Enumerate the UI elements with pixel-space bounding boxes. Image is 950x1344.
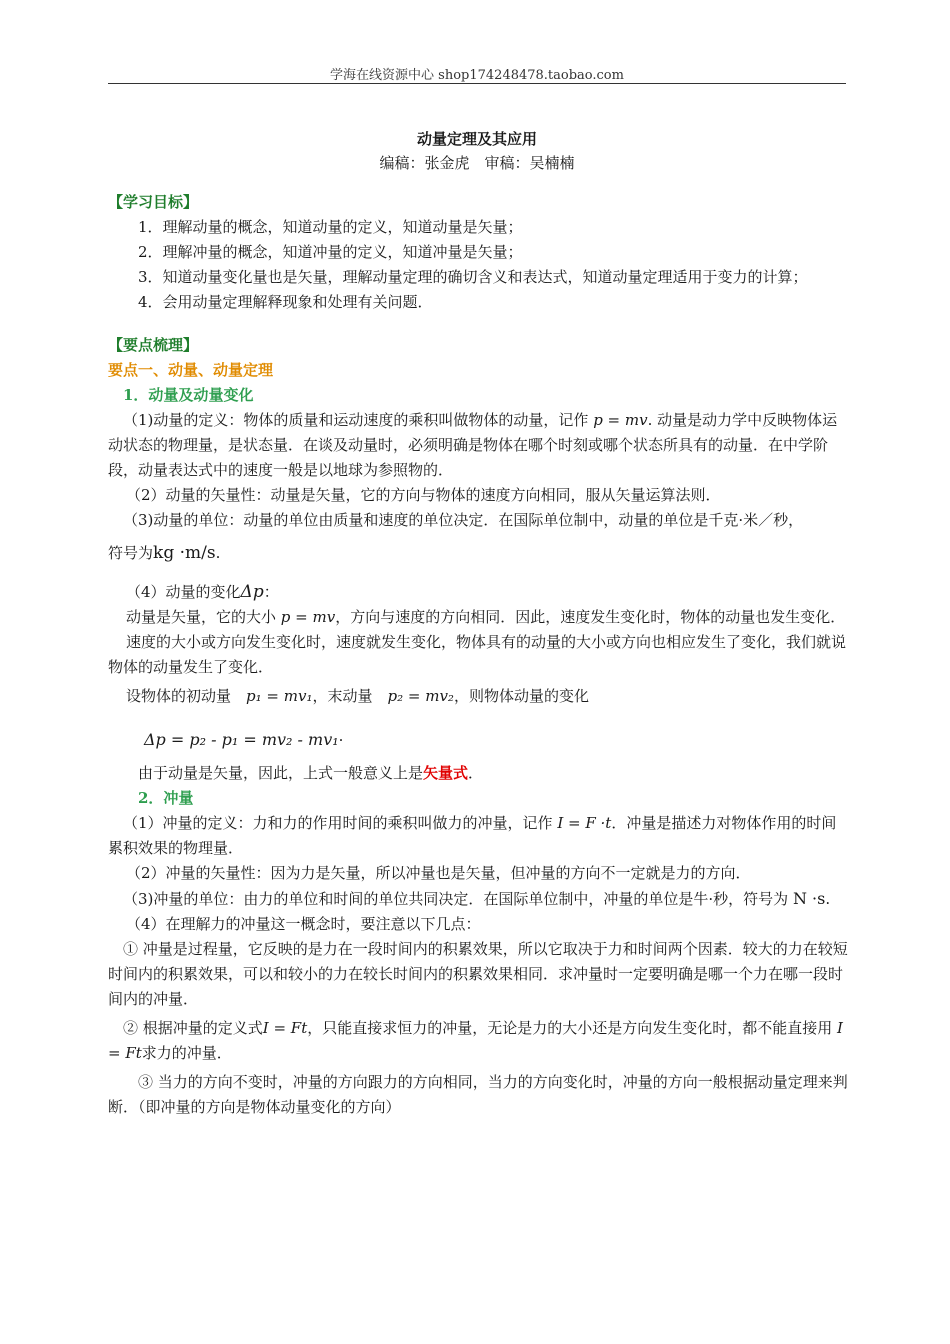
goal-item-1: 1．理解动量的概念，知道动量的定义，知道动量是矢量； <box>138 218 523 236</box>
point-1-heading: 要点一、动量、动量定理 <box>108 361 274 379</box>
goal-item-4: 4．会用动量定理解释现象和处理有关问题． <box>138 293 433 311</box>
formula-delta-p: Δp <box>240 582 264 602</box>
para-vector-equation <box>108 761 850 786</box>
text: ，则物体动量的变化 <box>453 687 589 705</box>
text: ② 根据冲量的定义式 <box>123 1019 263 1037</box>
formula-i-ft-3: I = Ft <box>108 1019 843 1062</box>
highlight-vector-equation: 矢量式 <box>423 764 469 782</box>
formula-p2: p₂ = mv₂ <box>387 687 454 705</box>
text: · <box>338 731 344 749</box>
text: （1)动量的定义：物体的质量和运动速度的乘积叫做物体的动量，记作 <box>123 411 589 429</box>
para-momentum-unit: （3)动量的单位：动量的单位由质量和速度的单位决定．在国际单位制中，动量的单位是千克·米／秒， <box>123 511 804 529</box>
para-momentum-vector-change <box>108 605 850 630</box>
para-initial-final <box>108 684 850 709</box>
formula-p-mv: p = mv <box>593 411 648 429</box>
text: （3)冲量的单位：由力的单位和时间的单位共同决定．在国际单位制中，冲量的单位是牛·秒，符号为 <box>123 890 789 908</box>
goal-item-3: 3．知道动量变化量也是矢量，理解动量定理的确切含义和表达式，知道动量定理适用于变力的计算； <box>138 268 808 286</box>
text: . 动量是动力学中反映物体运动状态的物理量，是状态量．在谈及动量时，必须明确是物体在哪个时刻或哪个状态所具有的动量．在中学阶段，动量表达式中的速度一般是以地球为参照物的． <box>108 411 838 479</box>
outline-heading: 【要点梳理】 <box>108 336 199 354</box>
formula: Δp = p₂ - p₁ = mv₂ - mv₁ <box>144 730 339 749</box>
formula-delta-p-full <box>108 727 850 753</box>
goal-item-2: 2．理解冲量的概念，知道冲量的定义，知道冲量是矢量； <box>138 243 523 261</box>
text: ．冲量是描述力对物体作用的时间累积效果的物理量． <box>108 814 837 857</box>
para-momentum-change <box>108 580 850 605</box>
goals-heading: 【学习目标】 <box>108 193 199 211</box>
text: （1）冲量的定义：力和力的作用时间的乘积叫做力的冲量，记作 <box>123 814 553 832</box>
text: 符号为 <box>108 544 154 562</box>
spacer <box>108 315 850 333</box>
unit-n-s: N ·s <box>792 889 826 908</box>
para-impulse-note-2 <box>108 1016 850 1066</box>
para-velocity-change: 速度的大小或方向发生变化时，速度就发生变化，物体具有的动量的大小或方向也相应发生了变化，我们就说物体的动量发生了变化． <box>108 633 847 676</box>
text: . <box>825 890 831 908</box>
doc-title: 动量定理及其应用 <box>416 130 537 148</box>
para-impulse-definition <box>108 811 850 861</box>
text: ． <box>468 764 484 782</box>
text: ，只能直接求恒力的冲量，无论是力的大小还是方向发生变化时，都不能直接用 <box>307 1019 833 1037</box>
para-momentum-vector: （2）动量的矢量性：动量是矢量，它的方向与物体的速度方向相同，服从矢量运算法则． <box>126 486 721 504</box>
para-momentum-symbol <box>108 541 850 566</box>
para-momentum-definition <box>108 408 850 483</box>
header-rule <box>108 83 846 84</box>
para-impulse-note-1: ① 冲量是过程量，它反映的是力在一段时间内的积累效果，所以它取决于力和时间两个因素．较大的力在较短时间内的积累效果，可以和较小的力在较长时间内的积累效果相同．求冲量时一定要明确是哪一个力在哪一段时间内的冲量． <box>108 940 848 1008</box>
page-header: 学海在线资源中心 shop174248478.taobao.com <box>330 68 624 83</box>
para-impulse-vector: （2）冲量的矢量性：因为力是矢量，所以冲量也是矢量，但冲量的方向不一定就是力的方向． <box>126 864 751 882</box>
text: 求力的冲量． <box>141 1044 232 1062</box>
text: 动量是矢量，它的大小 <box>126 608 277 626</box>
formula-i-ft-2: I = Ft <box>262 1019 308 1037</box>
para-impulse-note-3: ③ 当力的方向不变时，冲量的方向跟力的方向相同，当力的方向变化时，冲量的方向一般根据动量定理来判断．（即冲量的方向是物体动量变化的方向） <box>108 1073 848 1116</box>
doc-authors: 编稿：张金虎 审稿：吴楠楠 <box>379 154 575 172</box>
formula-p1: p₁ = mv₁ <box>246 687 313 705</box>
para-impulse-unit <box>108 886 850 912</box>
doc-body <box>108 190 850 1120</box>
text: （4）动量的变化 <box>126 583 241 601</box>
para-impulse-notes: （4）在理解力的冲量这一概念时，要注意以下几点： <box>126 915 481 933</box>
text: ，方向与速度的方向相同．因此，速度发生变化时，物体的动量也发生变化． <box>335 608 846 626</box>
text: 设物体的初动量 <box>126 687 232 705</box>
formula-i-ft: I = F ·t <box>557 814 612 832</box>
text: . <box>215 544 221 562</box>
text: ： <box>263 583 279 601</box>
subheading-momentum: 1．动量及动量变化 <box>123 386 254 404</box>
unit-kg-m-s: kg ·m/s <box>153 543 216 563</box>
subheading-impulse: 2．冲量 <box>138 789 194 807</box>
formula-p-mv-2: p = mv <box>280 608 336 626</box>
text: ，末动量 <box>312 687 373 705</box>
text: 由于动量是矢量，因此，上式一般意义上是 <box>138 764 424 782</box>
